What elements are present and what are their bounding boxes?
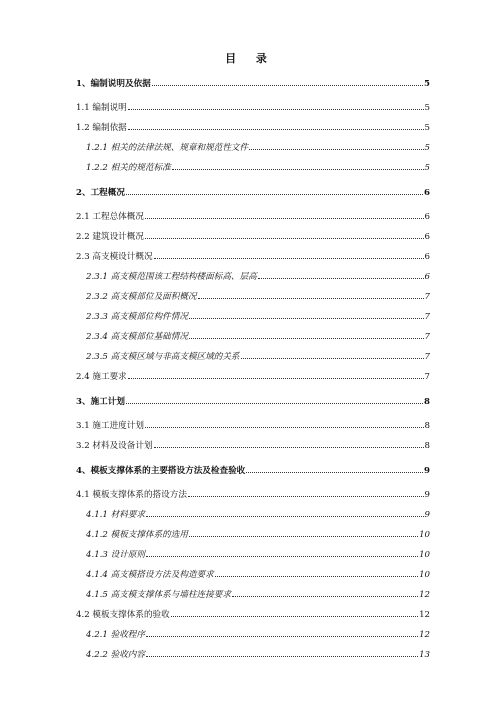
toc-entry[interactable] — [76, 251, 430, 263]
toc-entry-page-number: 7 — [424, 372, 430, 382]
toc-entry-page-number: 9 — [424, 510, 430, 520]
toc-entry-page-number: 8 — [424, 421, 430, 431]
toc-entry-page-number: 12 — [419, 590, 430, 600]
toc-entry-page-number: 7 — [424, 312, 430, 322]
toc-entry[interactable] — [76, 162, 430, 174]
toc-entry[interactable] — [76, 142, 430, 154]
toc-entry[interactable] — [76, 465, 430, 477]
toc-entry[interactable] — [76, 509, 430, 521]
toc-entry-page-number: 5 — [424, 143, 430, 153]
toc-entry-page-number: 6 — [424, 232, 430, 242]
toc-entry-page-number: 6 — [424, 272, 430, 282]
page-title: 目 录 — [225, 52, 275, 65]
toc-entry[interactable] — [76, 649, 430, 661]
toc-entry-page-number: 10 — [419, 530, 430, 540]
toc-entry[interactable] — [76, 440, 430, 452]
toc-dot-leader — [189, 311, 424, 319]
toc-dot-leader — [241, 351, 424, 359]
toc-dot-leader — [128, 371, 424, 379]
toc-entry-label: 2.3.3 高支模部位构件情况 — [86, 312, 188, 322]
toc-entry[interactable] — [76, 609, 430, 621]
toc-dot-leader — [172, 162, 424, 170]
toc-dot-leader — [126, 396, 423, 404]
toc-entry[interactable] — [76, 420, 430, 432]
toc-dot-leader — [154, 251, 424, 259]
toc-entry-label: 1.1 编制说明 — [76, 103, 127, 113]
toc-dot-leader — [232, 589, 418, 597]
toc-dot-leader — [249, 142, 423, 150]
toc-dot-leader — [198, 291, 424, 299]
toc-entry-label: 4、模板支撑体系的主要搭设方法及检查验收 — [76, 466, 246, 476]
toc-entry-page-number: 10 — [419, 570, 430, 580]
toc-entry-label: 4.1.1 材料要求 — [86, 510, 145, 520]
toc-entry-label: 2.3.2 高支模部位及面积概况 — [86, 292, 197, 302]
toc-dot-leader — [126, 187, 423, 195]
toc-entry[interactable] — [76, 331, 430, 343]
toc-entry-page-number: 5 — [424, 79, 430, 89]
toc-entry-page-number: 6 — [424, 252, 430, 262]
toc-dot-leader — [246, 465, 423, 473]
table-of-contents — [76, 78, 430, 661]
toc-entry[interactable] — [76, 489, 430, 501]
toc-entry-page-number: 7 — [424, 292, 430, 302]
toc-entry[interactable] — [76, 78, 430, 90]
toc-entry[interactable] — [76, 569, 430, 581]
toc-entry-label: 1.2.1 相关的法律法规、规章和规范性文件 — [86, 143, 249, 153]
toc-entry[interactable] — [76, 187, 430, 199]
toc-dot-leader — [146, 509, 424, 517]
toc-dot-leader — [128, 122, 424, 130]
toc-entry-page-number: 7 — [424, 352, 430, 362]
toc-entry-label: 3、施工计划 — [76, 397, 125, 407]
toc-entry[interactable] — [76, 102, 430, 114]
toc-dot-leader — [258, 271, 424, 279]
toc-entry[interactable] — [76, 122, 430, 134]
toc-entry-label: 4.1 模板支撑体系的搭设方法 — [76, 490, 187, 500]
toc-entry-label: 2.3.1 高支模范围该工程结构楼面标高、层高 — [86, 272, 257, 282]
toc-entry-label: 4.1.2 模板支撑体系的选用 — [86, 530, 188, 540]
toc-entry-label: 4.1.4 高支模搭设方法及构造要求 — [86, 570, 214, 580]
toc-entry-page-number: 10 — [419, 550, 430, 560]
toc-entry-label: 4.2.2 验收内容 — [86, 650, 145, 660]
toc-entry-page-number: 5 — [424, 103, 430, 113]
toc-dot-leader — [146, 549, 418, 557]
toc-entry-page-number: 8 — [424, 441, 430, 451]
toc-entry-page-number: 6 — [424, 212, 430, 222]
toc-entry-label: 2.3.5 高支模区域与非高支模区域的关系 — [86, 352, 240, 362]
toc-entry-page-number: 9 — [424, 466, 430, 476]
toc-dot-leader — [145, 231, 424, 239]
toc-entry-page-number: 8 — [424, 397, 430, 407]
toc-entry[interactable] — [76, 549, 430, 561]
toc-dot-leader — [154, 440, 424, 448]
toc-entry-label: 1.2.2 相关的规范标准 — [86, 163, 171, 173]
toc-entry-label: 2.3 高支模设计概况 — [76, 252, 153, 262]
toc-dot-leader — [188, 489, 424, 497]
toc-entry-label: 3.2 材料及设备计划 — [76, 441, 153, 451]
toc-entry[interactable] — [76, 529, 430, 541]
toc-entry-page-number: 7 — [424, 332, 430, 342]
toc-entry[interactable] — [76, 396, 430, 408]
toc-entry[interactable] — [76, 351, 430, 363]
toc-dot-leader — [145, 420, 424, 428]
toc-entry[interactable] — [76, 589, 430, 601]
toc-dot-leader — [128, 102, 424, 110]
toc-entry-page-number: 12 — [419, 610, 430, 620]
toc-entry-page-number: 12 — [419, 630, 430, 640]
toc-entry[interactable] — [76, 211, 430, 223]
toc-entry-label: 2.2 建筑设计概况 — [76, 232, 144, 242]
toc-entry-label: 2.3.4 高支模部位基础情况 — [86, 332, 188, 342]
toc-dot-leader — [145, 211, 424, 219]
toc-entry-label: 4.1.5 高支模支撑体系与墙柱连接要求 — [86, 590, 231, 600]
toc-entry[interactable] — [76, 271, 430, 283]
toc-dot-leader — [189, 529, 418, 537]
toc-entry-label: 1、编制说明及依据 — [76, 79, 151, 89]
toc-entry-label: 2、工程概况 — [76, 188, 125, 198]
toc-dot-leader — [215, 569, 418, 577]
toc-entry-page-number: 5 — [424, 123, 430, 133]
toc-dot-leader — [189, 331, 424, 339]
toc-entry[interactable] — [76, 311, 430, 323]
toc-entry[interactable] — [76, 371, 430, 383]
toc-dot-leader — [171, 609, 418, 617]
toc-entry-label: 3.1 施工进度计划 — [76, 421, 144, 431]
toc-entry-page-number: 6 — [424, 188, 430, 198]
toc-entry[interactable] — [76, 629, 430, 641]
toc-dot-leader — [152, 78, 423, 86]
toc-dot-leader — [146, 629, 418, 637]
toc-entry-label: 1.2 编制依据 — [76, 123, 127, 133]
toc-entry-page-number: 13 — [419, 650, 430, 660]
toc-entry-label: 4.2 模板支撑体系的验收 — [76, 610, 170, 620]
toc-dot-leader — [146, 649, 418, 657]
toc-entry-label: 2.4 施工要求 — [76, 372, 127, 382]
toc-entry-page-number: 5 — [424, 163, 430, 173]
toc-entry-page-number: 9 — [424, 490, 430, 500]
toc-entry-label: 2.1 工程总体概况 — [76, 212, 144, 222]
toc-entry-label: 4.2.1 验收程序 — [86, 630, 145, 640]
toc-entry-label: 4.1.3 设计原则 — [86, 550, 145, 560]
toc-entry[interactable] — [76, 291, 430, 303]
toc-entry[interactable] — [76, 231, 430, 243]
